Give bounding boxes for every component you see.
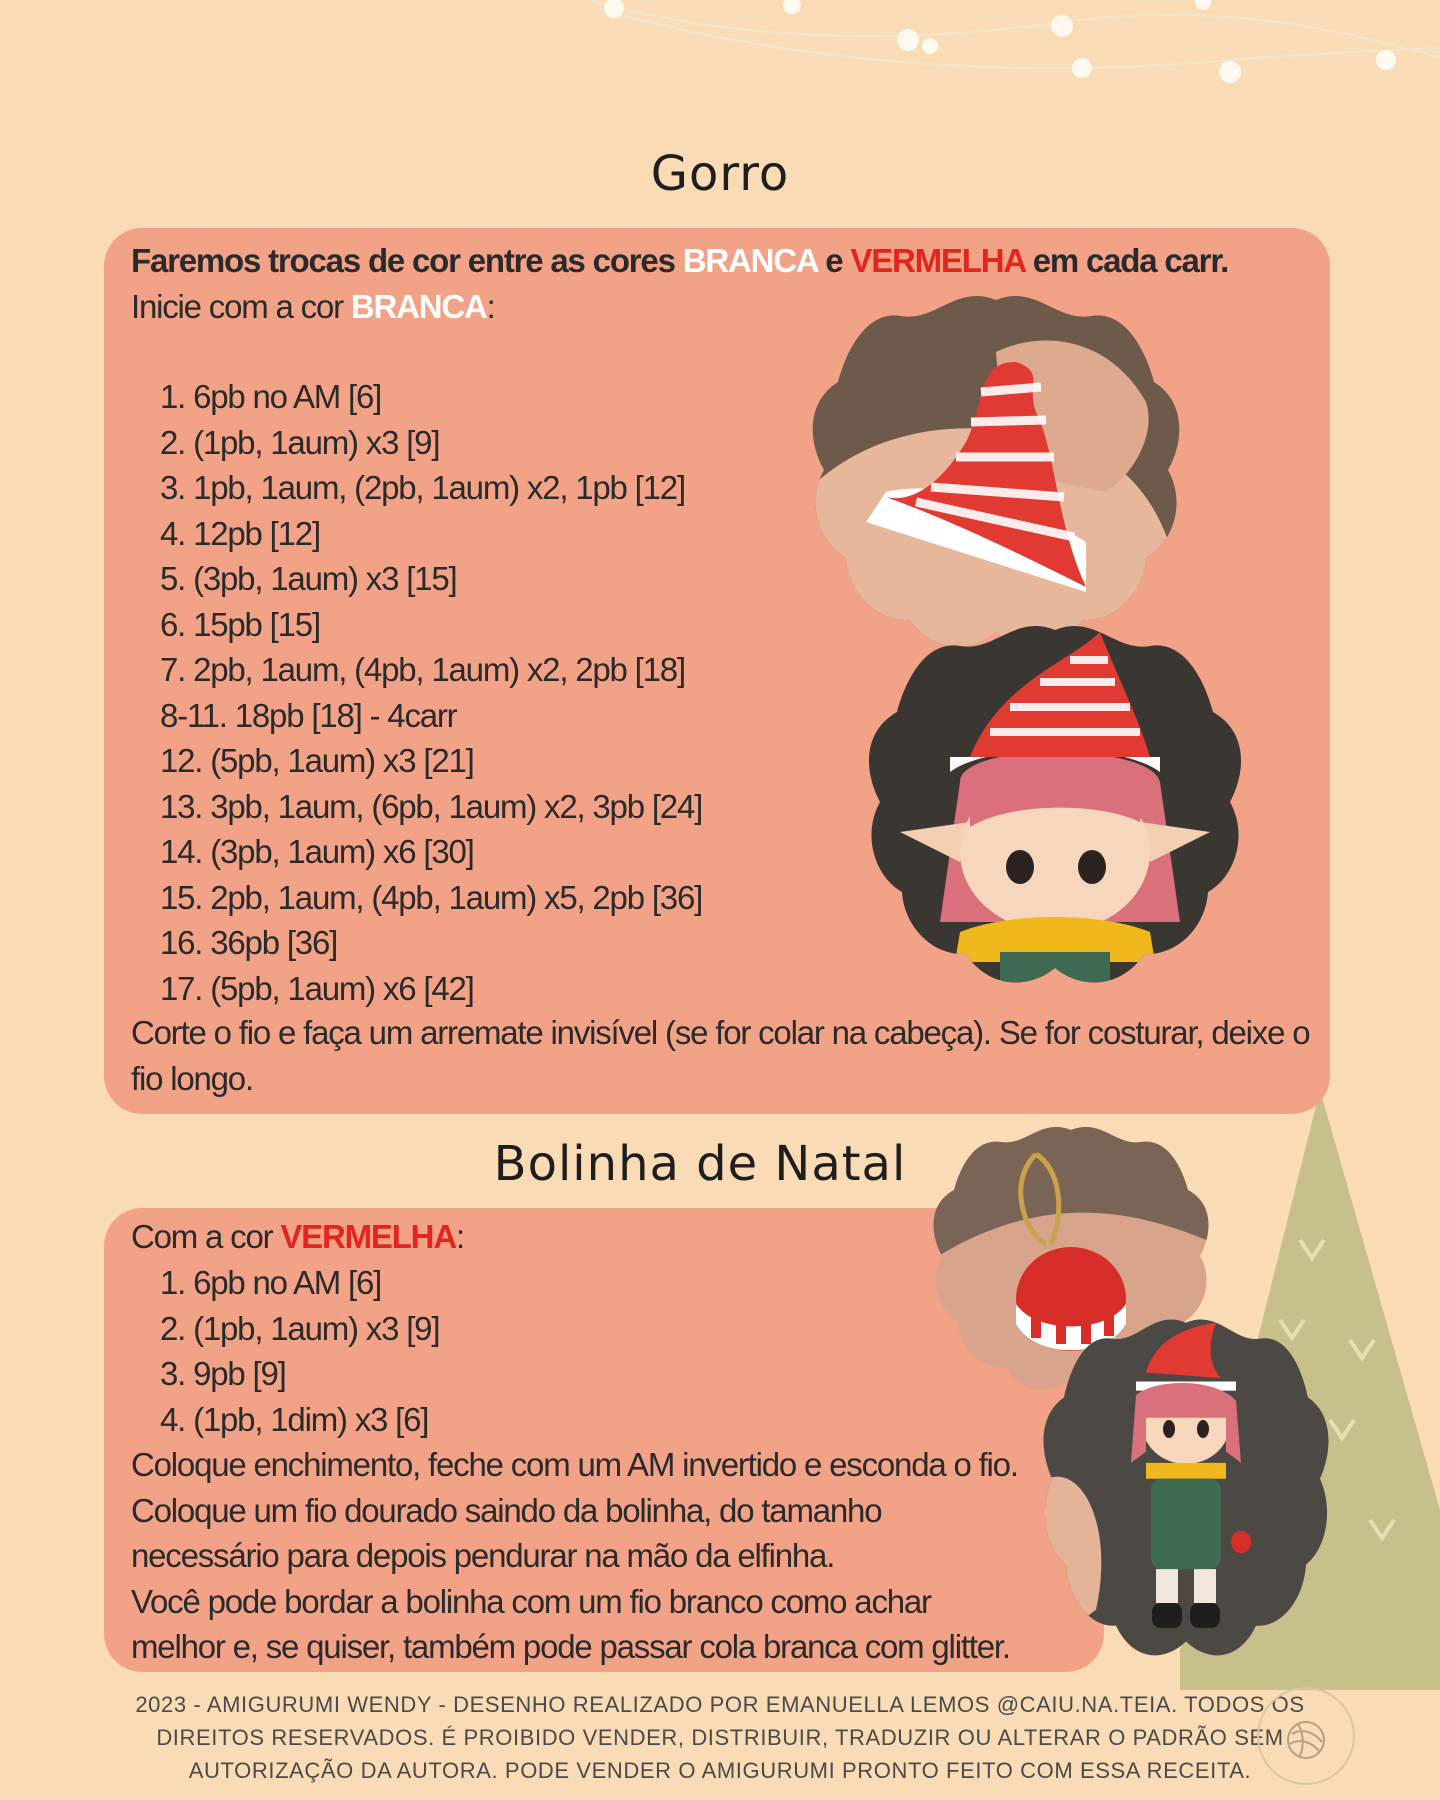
start-color-label: BRANCA [350,288,487,325]
string-lights-decoration [0,0,1440,120]
bolinha-line: Coloque um fio dourado saindo da bolinha, do tamanho [131,1491,882,1529]
gorro-step: 1. 6pb no AM [6] [160,378,382,415]
bolinha-step: 4. (1pb, 1dim) x3 [6] [160,1400,429,1438]
copyright-footer [60,1688,1380,1787]
gorro-step: 16. 36pb [36] [160,924,338,961]
intro-text-a: Faremos trocas de cor entre as cores [131,242,683,279]
gorro-closing-line-2: fio longo. [131,1060,253,1097]
bolinha-step: 2. (1pb, 1aum) x3 [9] [160,1309,440,1347]
gorro-start [131,284,495,330]
yarn-ball-seal-icon [1254,1684,1358,1788]
section-title-gorro: Gorro [650,146,790,202]
start-text-b: : [486,288,495,325]
gorro-step: 8-11. 18pb [18] - 4carr [160,696,457,734]
bolinha-line: Coloque enchimento, feche com um AM invertido e esconda o fio. [131,1446,1018,1483]
bolinha-line: Você pode bordar a bolinha com um fio branco como achar [131,1582,931,1620]
gorro-step: 2. (1pb, 1aum) x3 [9] [160,423,440,461]
bolinha-start [131,1214,464,1260]
photo-elf-head [860,622,1250,1002]
gorro-step: 7. 2pb, 1aum, (4pb, 1aum) x2, 2pb [18] [160,651,685,688]
gorro-steps-list [160,374,702,1011]
gorro-step: 14. (3pb, 1aum) x6 [30] [160,833,474,870]
gorro-step: 3. 1pb, 1aum, (2pb, 1aum) x2, 1pb [12] [160,469,685,506]
bolinha-start-text-a: Com a cor [131,1218,281,1255]
gorro-step: 13. 3pb, 1aum, (6pb, 1aum) x2, 3pb [24] [160,787,703,825]
color-red-label: VERMELHA [850,242,1025,279]
bolinha-start-text-b: : [455,1218,464,1255]
gorro-step: 15. 2pb, 1aum, (4pb, 1aum) x5, 2pb [36] [160,878,703,916]
footer-line: 2023 - AMIGURUMI WENDY - DESENHO REALIZADO POR EMANUELLA LEMOS @CAIU.NA.TEIA. TODOS OS [135,1692,1305,1717]
photo-full-elf [1036,1316,1336,1660]
photo-hat-in-hand [806,292,1186,662]
gorro-closing-line-1: Corte o fio e faça um arremate invisível (se for colar na cabeça). Se for costurar, deixe o [131,1014,1310,1051]
bolinha-steps-list [160,1260,439,1442]
gorro-step: 17. (5pb, 1aum) x6 [42] [160,969,474,1007]
gorro-step: 12. (5pb, 1aum) x3 [21] [160,742,474,779]
intro-text-c: em cada carr. [1024,242,1229,279]
color-white-label: BRANCA [682,242,818,279]
start-text-a: Inicie com a cor [131,288,351,325]
gorro-intro [131,238,1228,284]
gorro-step: 6. 15pb [15] [160,605,320,643]
bolinha-step: 1. 6pb no AM [6] [160,1264,382,1301]
bolinha-line: necessário para depois pendurar na mão da elfinha. [131,1537,835,1574]
bolinha-instructions [131,1442,1018,1670]
bolinha-step: 3. 9pb [9] [160,1355,286,1392]
gorro-step: 5. (3pb, 1aum) x3 [15] [160,560,457,597]
footer-line: DIREITOS RESERVADOS. É PROIBIDO VENDER, DISTRIBUIR, TRADUZIR OU ALTERAR O PADRÃO SEM [156,1725,1284,1750]
section-title-bolinha: Bolinha de Natal [493,1136,907,1192]
bolinha-line: melhor e, se quiser, também pode passar cola branca com glitter. [131,1628,1010,1665]
intro-text-b: e [817,242,851,279]
gorro-step: 4. 12pb [12] [160,514,320,552]
footer-line: AUTORIZAÇÃO DA AUTORA. PODE VENDER O AMIGURUMI PRONTO FEITO COM ESSA RECEITA. [188,1758,1252,1783]
bolinha-color-red-label: VERMELHA [280,1218,456,1255]
